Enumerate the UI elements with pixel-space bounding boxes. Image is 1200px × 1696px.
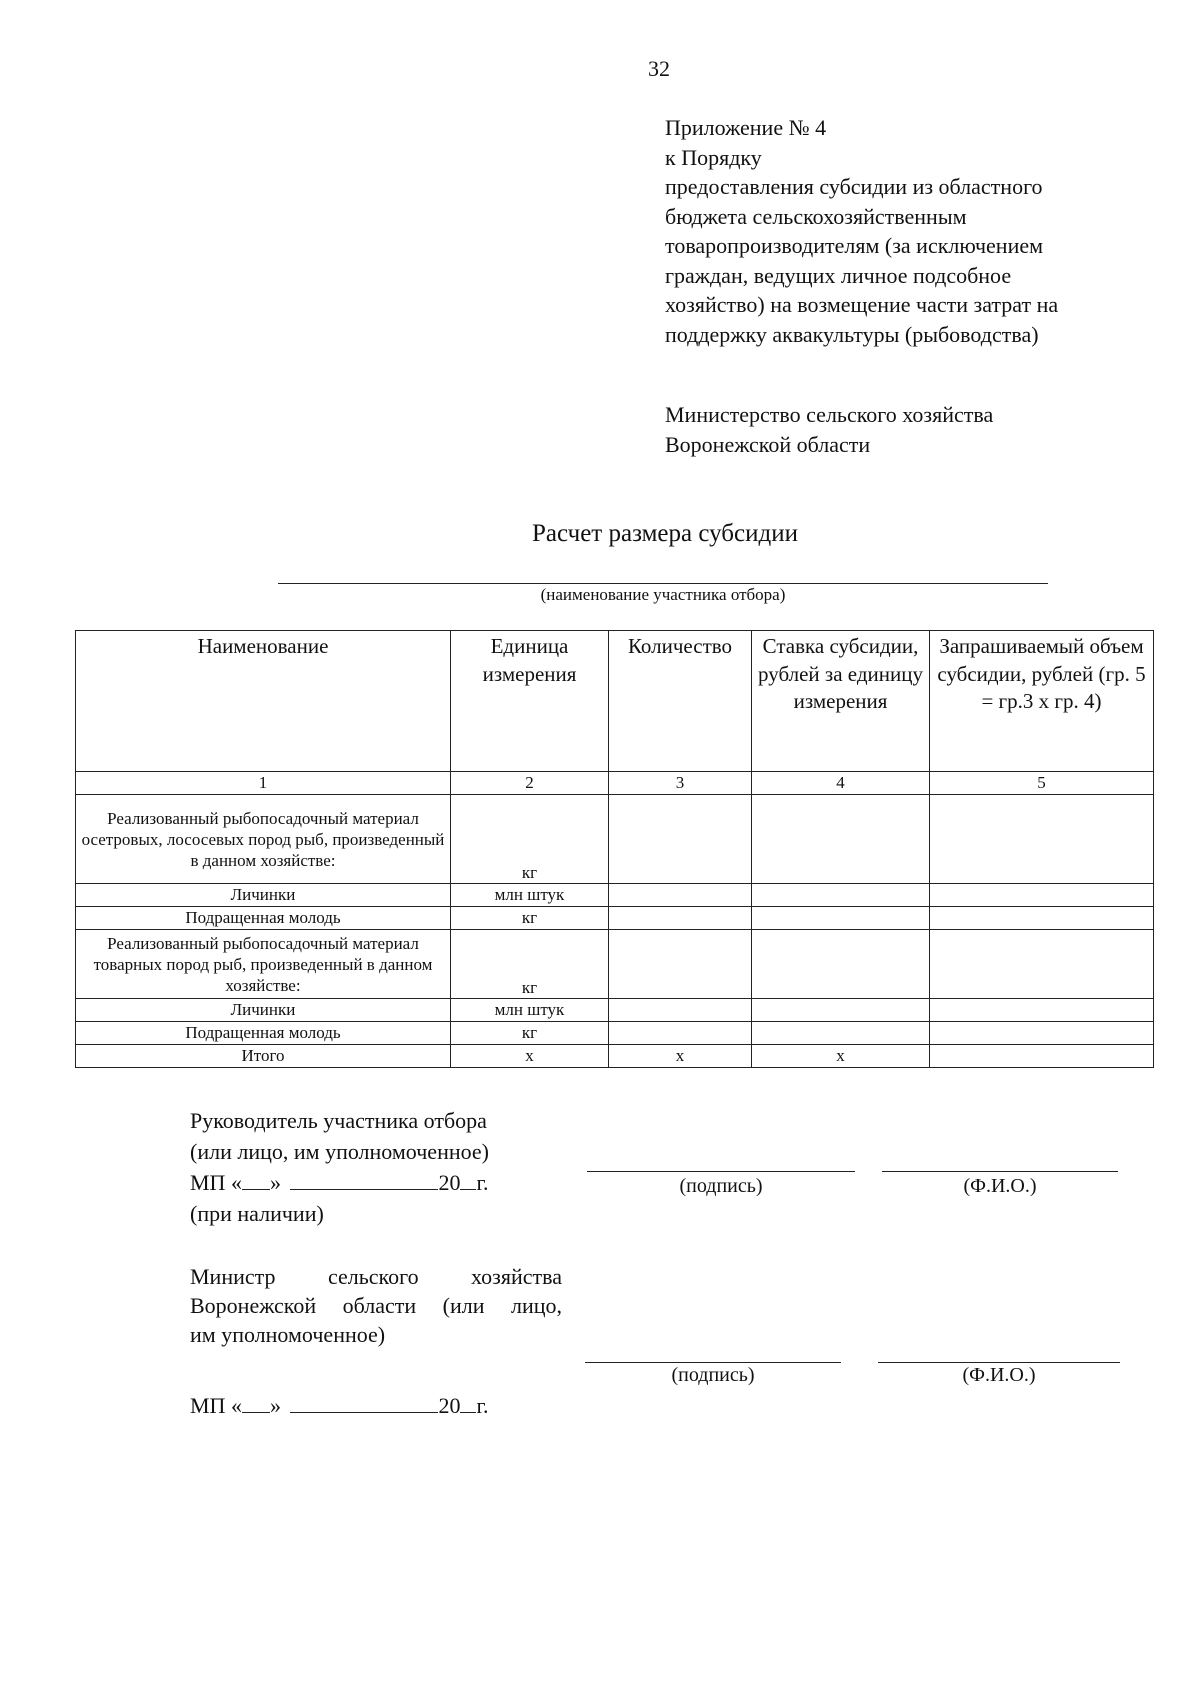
row-quantity[interactable] <box>609 907 752 930</box>
row-name: Реализованный рыбопосадочный материал осетровых, лососевых пород рыб, произведенный в данном хозяйстве: <box>76 795 451 884</box>
appendix-line: товаропроизводителям (за исключением <box>665 233 1044 258</box>
row-unit: х <box>451 1045 609 1068</box>
year-prefix: 20 <box>438 1170 461 1195</box>
page-number: 32 <box>648 56 670 81</box>
appendix-line: поддержку аквакультуры (рыбоводства) <box>665 321 1039 347</box>
table-row <box>76 907 1154 930</box>
row-quantity[interactable] <box>609 930 752 999</box>
stamp-mark: МП « <box>190 1393 242 1418</box>
year-suffix: г. <box>476 1170 489 1195</box>
participant-name-caption: (наименование участника отбора) <box>540 585 786 604</box>
signature-line[interactable] <box>587 1171 855 1172</box>
addressee-line: Министерство сельского хозяйства <box>665 402 994 427</box>
row-name: Подращенная молодь <box>76 1022 451 1045</box>
appendix-line: предоставления субсидии из областного <box>665 174 1043 199</box>
column-header-quantity: Количество <box>609 631 752 772</box>
row-quantity[interactable] <box>609 999 752 1022</box>
column-header-unit: Единица измерения <box>451 631 609 772</box>
stamp-date-line <box>190 1167 489 1198</box>
appendix-line: бюджета сельскохозяйственным <box>665 203 967 229</box>
fio-caption: (Ф.И.О.) <box>962 1364 1036 1386</box>
column-number: 5 <box>930 772 1154 795</box>
table-row <box>76 795 1154 884</box>
month-blank[interactable] <box>290 1392 438 1413</box>
day-blank[interactable] <box>242 1392 270 1413</box>
signature-caption: (подпись) <box>679 1175 763 1197</box>
row-name: Подращенная молодь <box>76 907 451 930</box>
row-rate[interactable] <box>752 795 930 884</box>
table-header-row <box>76 631 1154 772</box>
column-header-amount: Запрашиваемый объем субсидии, рублей (гр. 5 = гр.3 х гр. 4) <box>930 631 1154 772</box>
column-number: 3 <box>609 772 752 795</box>
row-rate[interactable] <box>752 999 930 1022</box>
row-unit: млн штук <box>451 999 609 1022</box>
participant-name-line <box>278 583 1048 584</box>
quote-close: » <box>269 1393 281 1418</box>
row-unit: кг <box>451 907 609 930</box>
addressee <box>665 400 1135 459</box>
participant-head-label <box>190 1105 489 1229</box>
row-rate[interactable] <box>752 884 930 907</box>
column-header-rate: Ставка субсидии, рублей за единицу измерения <box>752 631 930 772</box>
row-quantity[interactable] <box>609 795 752 884</box>
appendix-line: к Порядку <box>665 144 762 170</box>
row-amount[interactable] <box>930 999 1154 1022</box>
fio-caption: (Ф.И.О.) <box>963 1175 1037 1197</box>
table-row <box>76 884 1154 907</box>
fio-line[interactable] <box>882 1171 1118 1172</box>
column-numbers-row <box>76 772 1154 795</box>
column-header-name: Наименование <box>76 631 451 772</box>
table-row <box>76 1022 1154 1045</box>
row-name: Личинки <box>76 884 451 907</box>
appendix-line: граждан, ведущих личное подсобное <box>665 262 1012 288</box>
row-name: Личинки <box>76 999 451 1022</box>
signature-label-line: Руководитель участника отбора <box>190 1108 487 1133</box>
day-blank[interactable] <box>242 1169 270 1190</box>
minister-label <box>190 1262 562 1349</box>
table-row <box>76 999 1154 1022</box>
year-prefix: 20 <box>438 1393 461 1418</box>
signature-label-line: Министр сельского хозяйства <box>190 1264 562 1289</box>
signature-label-line: (или лицо, им уполномоченное) <box>190 1139 489 1164</box>
row-quantity: х <box>609 1045 752 1068</box>
row-rate: х <box>752 1045 930 1068</box>
row-unit: млн штук <box>451 884 609 907</box>
stamp-date-line <box>190 1390 489 1421</box>
appendix-line: хозяйство) на возмещение части затрат на <box>665 292 1059 317</box>
row-amount[interactable] <box>930 930 1154 999</box>
column-number: 2 <box>451 772 609 795</box>
row-rate[interactable] <box>752 1022 930 1045</box>
stamp-mark: МП « <box>190 1170 242 1195</box>
row-rate[interactable] <box>752 907 930 930</box>
column-number: 1 <box>76 772 451 795</box>
row-unit: кг <box>451 795 609 884</box>
row-quantity[interactable] <box>609 884 752 907</box>
appendix-line: Приложение № 4 <box>665 115 827 140</box>
row-amount[interactable] <box>930 1045 1154 1068</box>
column-number: 4 <box>752 772 930 795</box>
fio-line[interactable] <box>878 1362 1120 1363</box>
appendix-reference <box>665 113 1135 349</box>
signature-label-line: (при наличии) <box>190 1201 324 1226</box>
table-total-row <box>76 1045 1154 1068</box>
row-name: Итого <box>76 1045 451 1068</box>
row-amount[interactable] <box>930 907 1154 930</box>
row-amount[interactable] <box>930 1022 1154 1045</box>
row-amount[interactable] <box>930 884 1154 907</box>
year-blank[interactable] <box>460 1169 476 1190</box>
year-suffix: г. <box>476 1393 489 1418</box>
month-blank[interactable] <box>290 1169 438 1190</box>
signature-label-line: им уполномоченное) <box>190 1322 386 1347</box>
row-rate[interactable] <box>752 930 930 999</box>
year-blank[interactable] <box>460 1392 476 1413</box>
row-quantity[interactable] <box>609 1022 752 1045</box>
row-name: Реализованный рыбопосадочный материал товарных пород рыб, произведенный в данном хозяйстве: <box>76 930 451 999</box>
row-amount[interactable] <box>930 795 1154 884</box>
signature-label-line: Воронежской области (или лицо, <box>190 1293 562 1318</box>
signature-caption: (подпись) <box>671 1364 755 1386</box>
row-unit: кг <box>451 1022 609 1045</box>
signature-line[interactable] <box>585 1362 841 1363</box>
row-unit: кг <box>451 930 609 999</box>
table-row <box>76 930 1154 999</box>
addressee-line: Воронежской области <box>665 431 871 457</box>
subsidy-calculation-table <box>75 630 1154 1068</box>
document-title: Расчет размера субсидии <box>532 520 798 547</box>
quote-close: » <box>269 1170 281 1195</box>
